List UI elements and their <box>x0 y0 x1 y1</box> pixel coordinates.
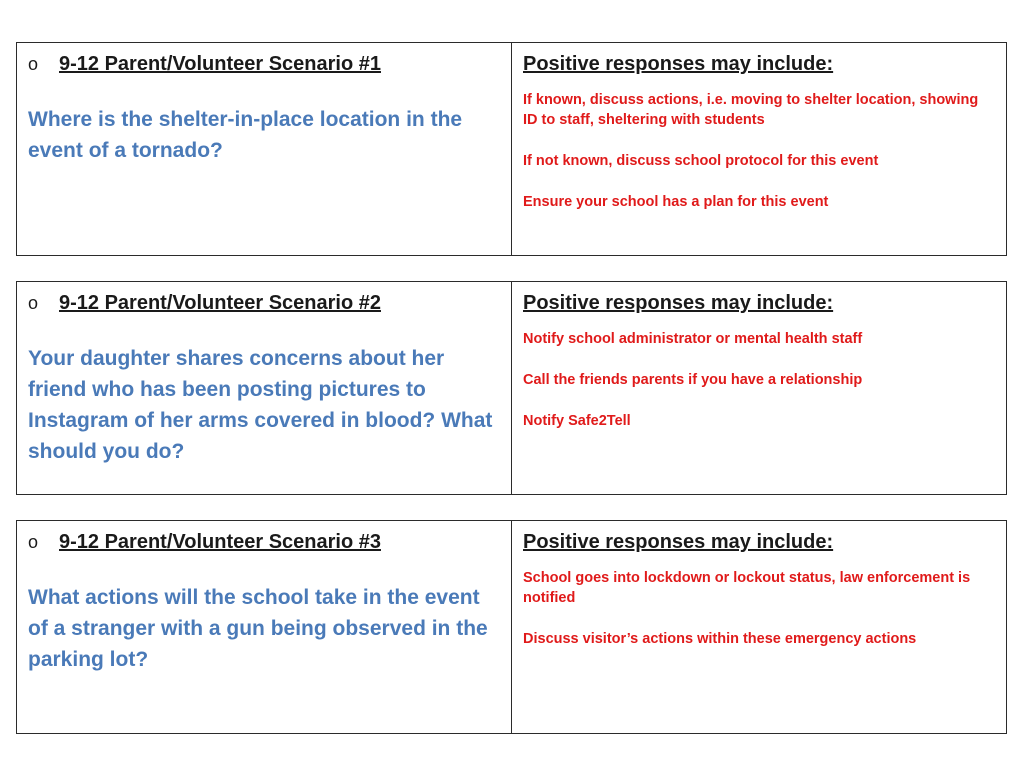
responses-heading: Positive responses may include: <box>523 53 834 75</box>
scenario-title: 9-12 Parent/Volunteer Scenario #1 <box>59 53 381 75</box>
responses-cell <box>512 521 1006 733</box>
bullet-icon: o <box>28 54 39 74</box>
scenario-heading <box>28 531 500 554</box>
response-item: If known, discuss actions, i.e. moving to shelter location, showing ID to staff, sheltering with students <box>523 92 979 128</box>
scenario-table-1 <box>16 42 1007 256</box>
scenario-heading <box>28 292 500 315</box>
bullet-icon: o <box>28 293 39 313</box>
responses-list <box>523 329 995 431</box>
response-item: Notify school administrator or mental health staff <box>523 331 863 347</box>
scenario-table-3 <box>16 520 1007 734</box>
scenario-cell <box>17 43 512 255</box>
responses-heading: Positive responses may include: <box>523 292 834 314</box>
response-item: If not known, discuss school protocol for this event <box>523 153 879 169</box>
scenario-cell <box>17 521 512 733</box>
scenario-cell <box>17 282 512 494</box>
responses-cell <box>512 282 1006 494</box>
response-item: Discuss visitor’s actions within these emergency actions <box>523 631 917 647</box>
response-item: Notify Safe2Tell <box>523 413 631 429</box>
scenario-question: Your daughter shares concerns about her friend who has been posting pictures to Instagram of her arms covered in blood? What should you do? <box>28 347 493 463</box>
scenario-heading <box>28 53 500 76</box>
bullet-icon: o <box>28 532 39 552</box>
responses-list <box>523 568 995 649</box>
responses-list <box>523 90 995 212</box>
scenario-question: What actions will the school take in the event of a stranger with a gun being observed in the parking lot? <box>28 586 488 671</box>
responses-cell <box>512 43 1006 255</box>
responses-heading: Positive responses may include: <box>523 531 834 553</box>
response-item: Ensure your school has a plan for this event <box>523 194 829 210</box>
response-item: Call the friends parents if you have a relationship <box>523 372 863 388</box>
response-item: School goes into lockdown or lockout status, law enforcement is notified <box>523 570 971 606</box>
scenario-title: 9-12 Parent/Volunteer Scenario #2 <box>59 292 381 314</box>
scenario-table-2 <box>16 281 1007 495</box>
scenario-question: Where is the shelter-in-place location in the event of a tornado? <box>28 108 463 162</box>
scenario-title: 9-12 Parent/Volunteer Scenario #3 <box>59 531 381 553</box>
